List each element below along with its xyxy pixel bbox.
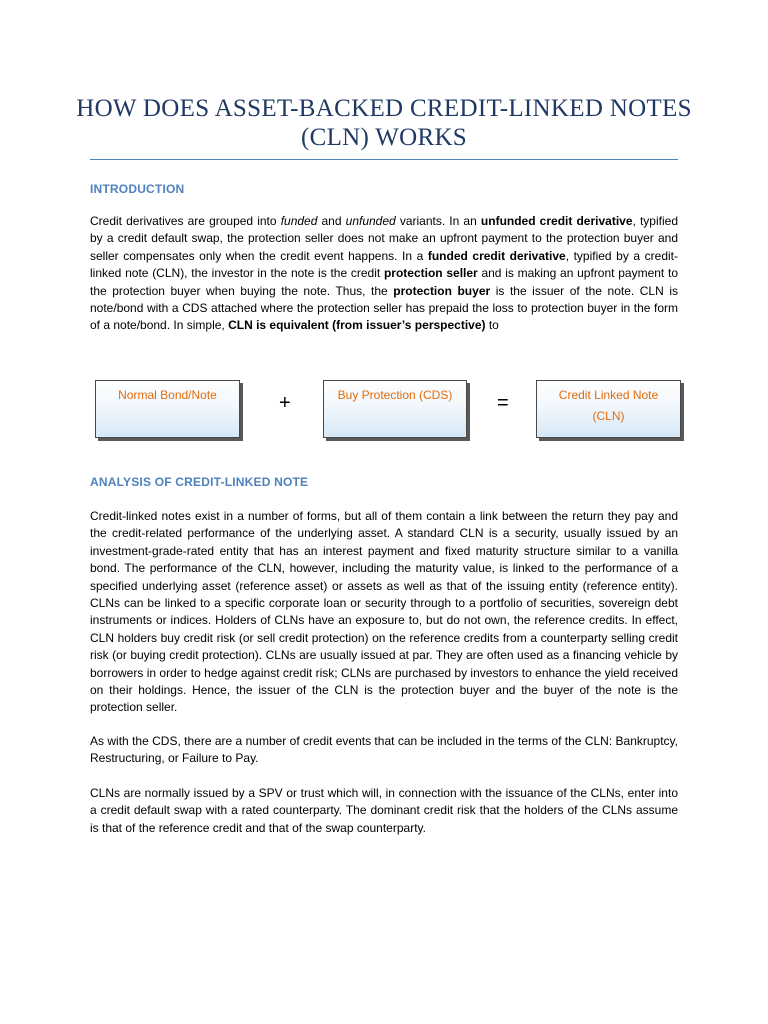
title-line-2: (CLN) WORKS	[300, 124, 468, 151]
analysis-paragraph-1: Credit-linked notes exist in a number of forms, but all of them contain a link between the return they pay and the credit-related performance of the underlying asset. A standard CLN is a security, usually issued by an investment-grade-rated entity that has an interest payment and fixed maturity structure similar to a vanilla bond. The performance of the CLN, however, including the maturity value, is linked to the performance of a specified underlying asset (reference asset) or assets as well as that of the issuing entity (reference entity). CLNs can be linked to a specific corporate loan or security through to a portfolio of securities, sovereign debt instruments or indices. Holders of CLNs have an exposure to, but do not own, the reference credits. In effect, CLN holders buy credit risk (or sell credit protection) on the reference credits from a counterparty selling credit risk (or buying credit protection). CLNs are usually issued at par. They are often used as a financing vehicle by borrowers in order to hedge against credit risk; CLNs are purchased by investors to enhance the yield received on their holdings. Hence, the issuer of the CLN is the protection buyer and the buyer of the note is the protection seller.	[90, 509, 678, 715]
intro-text-run: and	[317, 214, 346, 228]
introduction-paragraph	[90, 213, 678, 335]
title-divider	[90, 159, 678, 160]
credit-linked-note-box	[536, 380, 681, 438]
analysis-heading: ANALYSIS OF CREDIT-LINKED NOTE	[90, 475, 309, 489]
intro-text-run: and is making an upfront payment to the protection buyer when buying the note. Thus, the	[90, 266, 679, 298]
intro-text-run: is the issuer of the note. CLN is note/bond with a CDS attached where the protection seller has prepaid the loss to protection buyer in the form of a note/bond. In simple,	[90, 283, 678, 333]
buy-protection-label: Buy Protection (CDS)	[337, 388, 453, 402]
intro-text-run: funded credit derivative	[427, 248, 566, 263]
intro-text-run: to	[485, 318, 499, 333]
intro-text-run: CLN is equivalent (from issuer’s perspective)	[228, 318, 486, 333]
intro-text-run: funded	[280, 214, 318, 228]
buy-protection-box	[323, 380, 467, 438]
credit-linked-note-label: Credit Linked Note	[558, 388, 659, 402]
analysis-paragraph-2: As with the CDS, there are a number of credit events that can be included in the terms of the CLN: Bankruptcy, Restructuring, or Failure to Pay.	[90, 734, 678, 766]
intro-text-run: variants. In an	[395, 214, 481, 228]
intro-text-run: protection buyer	[393, 283, 491, 298]
intro-text-run: Credit derivatives are grouped into	[90, 214, 281, 228]
equals-operator: =	[497, 392, 509, 414]
analysis-paragraph-3: CLNs are normally issued by a SPV or trust which will, in connection with the issuance of the CLNs, enter into a credit default swap with a rated counterparty. The dominant credit risk that the holders of the CLNs assume is that of the reference credit and that of the swap counterparty.	[90, 786, 678, 835]
intro-text-run: unfunded	[345, 214, 396, 228]
intro-text-run: unfunded credit derivative	[480, 214, 633, 228]
normal-bond-label: Normal Bond/Note	[118, 388, 217, 402]
intro-text-run: , typified by a credit default swap, the protection seller does not make an upfront payment to the protection buyer and seller compensates only when the credit event happens. In a	[90, 214, 678, 263]
cln-label: (CLN)	[592, 409, 625, 423]
normal-bond-box	[95, 380, 240, 438]
page-title	[60, 94, 708, 152]
plus-operator: +	[279, 392, 291, 414]
intro-text-run: , typified by a credit-linked note (CLN), the investor in the note is the credit	[90, 248, 678, 281]
intro-text-run: protection seller	[383, 266, 478, 281]
introduction-heading: INTRODUCTION	[90, 182, 185, 196]
title-line-1: HOW DOES ASSET-BACKED CREDIT-LINKED NOTES	[76, 95, 692, 122]
